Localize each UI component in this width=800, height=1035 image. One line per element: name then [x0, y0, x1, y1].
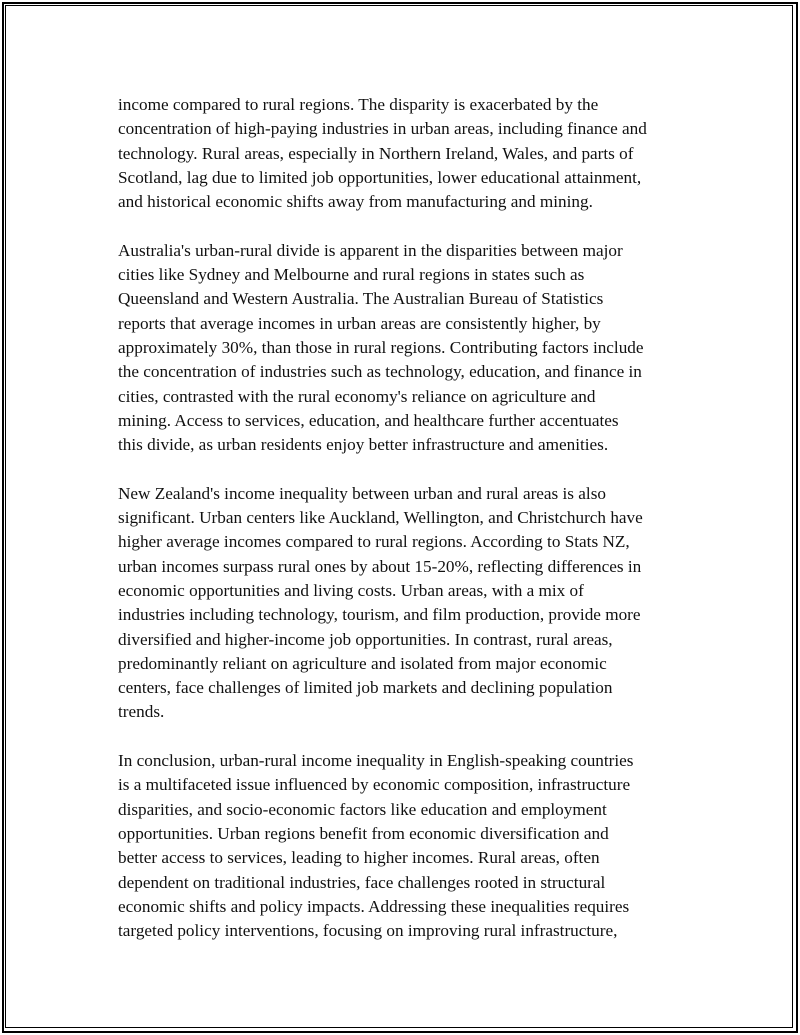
text-line: the concentration of industries such as technology, education, and finance in: [118, 362, 642, 382]
text-line: technology. Rural areas, especially in Northern Ireland, Wales, and parts of: [118, 143, 634, 163]
text-line: cities, contrasted with the rural economy's reliance on agriculture and: [118, 386, 596, 406]
text-line: cities like Sydney and Melbourne and rural regions in states such as: [118, 265, 585, 285]
text-line: and historical economic shifts away from manufacturing and mining.: [118, 192, 593, 212]
text-line: predominantly reliant on agriculture and isolated from major economic: [118, 653, 607, 673]
text-line: trends.: [118, 702, 165, 722]
text-line: concentration of high-paying industries in urban areas, including finance and: [118, 119, 647, 139]
text-line: mining. Access to services, education, and healthcare further accentuates: [118, 410, 619, 430]
text-line: New Zealand's income inequality between urban and rural areas is also: [118, 483, 606, 503]
paragraph-new-zealand: [118, 482, 698, 725]
text-line: urban incomes surpass rural ones by about 15-20%, reflecting differences in: [118, 556, 642, 576]
text-line: industries including technology, tourism, and film production, provide more: [118, 605, 641, 625]
text-line: economic opportunities and living costs. Urban areas, with a mix of: [118, 580, 584, 600]
text-line: income compared to rural regions. The disparity is exacerbated by the: [118, 95, 599, 114]
text-line: diversified and higher-income job opportunities. In contrast, rural areas,: [118, 629, 613, 649]
document-body: [118, 93, 698, 968]
text-line: disparities, and socio-economic factors like education and employment: [118, 799, 607, 819]
paragraph-uk: [118, 93, 698, 214]
text-line: dependent on traditional industries, face challenges rooted in structural: [118, 872, 606, 892]
text-line: centers, face challenges of limited job markets and declining population: [118, 678, 613, 698]
text-line: In conclusion, urban-rural income inequality in English-speaking countries: [118, 751, 634, 771]
text-line: approximately 30%, than those in rural regions. Contributing factors include: [118, 337, 644, 357]
text-line: Scotland, lag due to limited job opportunities, lower educational attainment,: [118, 167, 642, 187]
text-line: is a multifaceted issue influenced by economic composition, infrastructure: [118, 775, 631, 795]
text-line: targeted policy interventions, focusing on improving rural infrastructure,: [118, 921, 618, 941]
text-line: Australia's urban-rural divide is apparent in the disparities between major: [118, 240, 623, 260]
text-line: higher average incomes compared to rural regions. According to Stats NZ,: [118, 532, 630, 552]
text-line: better access to services, leading to higher incomes. Rural areas, often: [118, 848, 600, 868]
paragraph-conclusion: [118, 749, 698, 943]
text-line: Queensland and Western Australia. The Australian Bureau of Statistics: [118, 289, 604, 309]
paragraph-australia: [118, 239, 698, 458]
text-line: reports that average incomes in urban areas are consistently higher, by: [118, 313, 601, 333]
text-line: opportunities. Urban regions benefit from economic diversification and: [118, 823, 609, 843]
text-line: significant. Urban centers like Auckland, Wellington, and Christchurch have: [118, 508, 643, 528]
text-line: this divide, as urban residents enjoy better infrastructure and amenities.: [118, 435, 609, 455]
text-line: economic shifts and policy impacts. Addressing these inequalities requires: [118, 896, 630, 916]
